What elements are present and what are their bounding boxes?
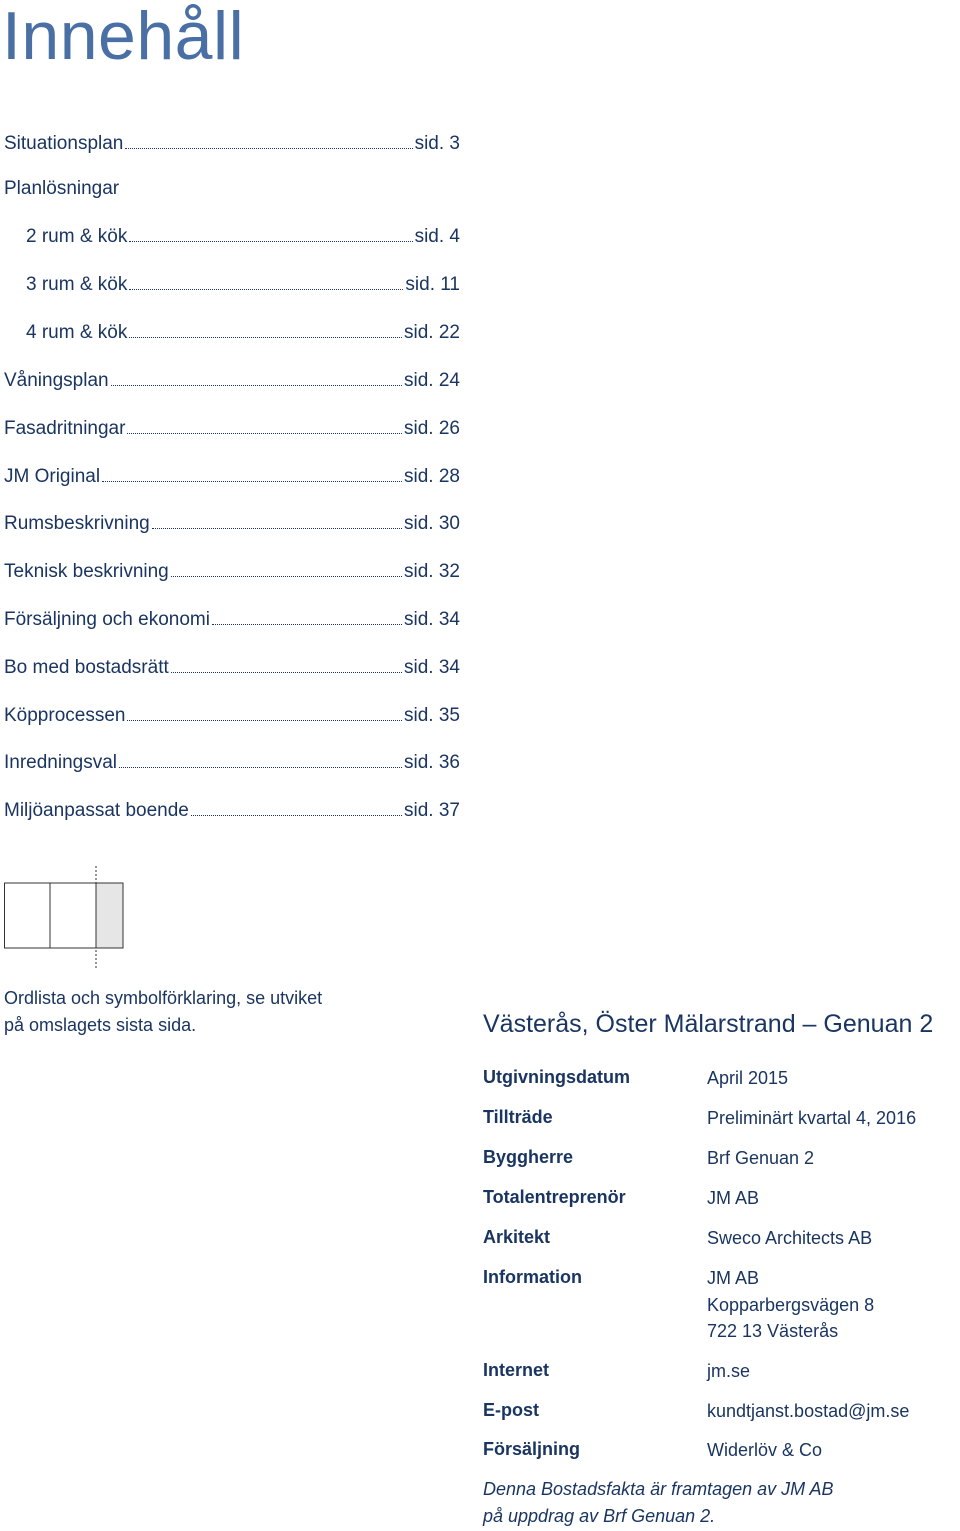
toc-entry-page: sid. 34 (404, 657, 460, 678)
toc-entry-rumsbeskrivning[interactable] (4, 513, 460, 541)
toc-entry-situationsplan[interactable] (4, 133, 460, 161)
toc-entry-page: sid. 32 (404, 561, 460, 582)
foldout-note-line: på omslagets sista sida. (4, 1015, 197, 1035)
toc-entry-label: Bo med bostadsrätt (4, 657, 169, 678)
toc-entry-page: sid. 37 (404, 800, 460, 821)
email-link[interactable]: kundtjanst.bostad@jm.se (707, 1401, 910, 1421)
toc-entry-label: JM Original (4, 466, 101, 487)
toc-entry-page: sid. 36 (404, 752, 460, 773)
toc-entry-fasadritningar[interactable] (4, 418, 460, 446)
toc-entry-2-rum[interactable] (26, 226, 460, 254)
page-title: Innehåll (2, 0, 245, 74)
toc-entry-label: Försäljning och ekonomi (4, 609, 210, 630)
footnote (483, 1476, 834, 1530)
fact-label-byggherre: Byggherre (483, 1147, 574, 1167)
fact-value-utgivningsdatum: April 2015 (707, 1068, 789, 1088)
toc-entry-inredningsval[interactable] (4, 752, 460, 780)
toc-leader-dots (127, 432, 402, 434)
toc-entry-label: Rumsbeskrivning (4, 513, 150, 534)
toc-entry-page: sid. 30 (404, 513, 460, 534)
toc-entry-teknisk-beskrivning[interactable] (4, 561, 460, 589)
information-line: 722 13 Västerås (707, 1321, 839, 1341)
internet-link[interactable]: jm.se (707, 1361, 751, 1381)
toc-entry-page: sid. 22 (404, 322, 460, 343)
toc-entry-page: sid. 4 (414, 226, 460, 247)
fact-label-epost: E-post (483, 1400, 539, 1420)
toc-entry-page: sid. 34 (404, 609, 460, 630)
toc-heading-planlosningar: Planlösningar (4, 178, 120, 199)
toc-entry-label: Miljöanpassat boende (4, 800, 189, 821)
toc-leader-dots (171, 671, 402, 673)
toc-leader-dots (212, 623, 402, 625)
fact-label-utgivningsdatum: Utgivningsdatum (483, 1067, 630, 1087)
fact-label-arkitekt: Arkitekt (483, 1227, 551, 1247)
foldout-note-line: Ordlista och symbolförklaring, se utviket (4, 988, 323, 1008)
toc-entry-label: Våningsplan (4, 370, 109, 391)
toc-entry-label: Fasadritningar (4, 418, 126, 439)
toc-leader-dots (171, 575, 402, 577)
project-title: Västerås, Öster Mälarstrand – Genuan 2 (483, 1010, 934, 1038)
fact-value-arkitekt: Sweco Architects AB (707, 1228, 873, 1248)
foldout-diagram-icon (4, 866, 124, 968)
toc-entry-jm-original[interactable] (4, 466, 460, 494)
fact-label-totalentreprenor: Totalentreprenör (483, 1187, 626, 1207)
toc-leader-dots (129, 288, 403, 290)
toc-entry-page: sid. 24 (404, 370, 460, 391)
fact-value-tilltrade: Preliminärt kvartal 4, 2016 (707, 1108, 917, 1128)
toc-leader-dots (125, 147, 412, 149)
fact-value-totalentreprenor: JM AB (707, 1188, 760, 1208)
fact-value-forsaljning: Widerlöv & Co (707, 1440, 823, 1460)
toc-leader-dots (102, 480, 402, 482)
toc-leader-dots (119, 766, 402, 768)
toc-leader-dots (129, 240, 412, 242)
fact-label-forsaljning: Försäljning (483, 1439, 581, 1459)
toc-entry-label: Situationsplan (4, 133, 124, 154)
toc-leader-dots (111, 384, 402, 386)
toc-leader-dots (127, 719, 402, 721)
toc-entry-label: 3 rum & kök (26, 274, 128, 295)
toc-entry-label: 4 rum & kök (26, 322, 128, 343)
toc-entry-label: 2 rum & kök (26, 226, 128, 247)
footnote-line: Denna Bostadsfakta är framtagen av JM AB (483, 1479, 834, 1499)
toc-entry-page: sid. 3 (414, 133, 460, 154)
toc-entry-label: Teknisk beskrivning (4, 561, 169, 582)
foldout-note (4, 985, 424, 1039)
fact-value-information (707, 1265, 874, 1345)
toc-entry-forsaljning-och-ekonomi[interactable] (4, 609, 460, 637)
footnote-line: på uppdrag av Brf Genuan 2. (483, 1506, 716, 1526)
toc-leader-dots (129, 336, 402, 338)
fact-label-information: Information (483, 1267, 582, 1287)
information-line: JM AB (707, 1268, 760, 1288)
fact-label-tilltrade: Tillträde (483, 1107, 553, 1127)
toc-entry-bo-med-bostadsratt[interactable] (4, 657, 460, 685)
toc-leader-dots (191, 814, 402, 816)
toc-entry-miljoanpassat-boende[interactable] (4, 800, 460, 828)
toc-leader-dots (152, 527, 402, 529)
toc-entry-label: Inredningsval (4, 752, 118, 773)
fact-label-internet: Internet (483, 1360, 550, 1380)
toc-entry-kopprocessen[interactable] (4, 705, 460, 733)
toc-entry-page: sid. 26 (404, 418, 460, 439)
toc-entry-4-rum[interactable] (26, 322, 460, 350)
toc-entry-label: Köpprocessen (4, 705, 126, 726)
toc-entry-vaningsplan[interactable] (4, 370, 460, 398)
toc-entry-page: sid. 11 (405, 274, 460, 295)
toc-entry-3-rum[interactable] (26, 274, 460, 302)
fact-value-byggherre: Brf Genuan 2 (707, 1148, 815, 1168)
toc-entry-page: sid. 28 (404, 466, 460, 487)
toc-entry-page: sid. 35 (404, 705, 460, 726)
information-line: Kopparbergsvägen 8 (707, 1294, 875, 1315)
